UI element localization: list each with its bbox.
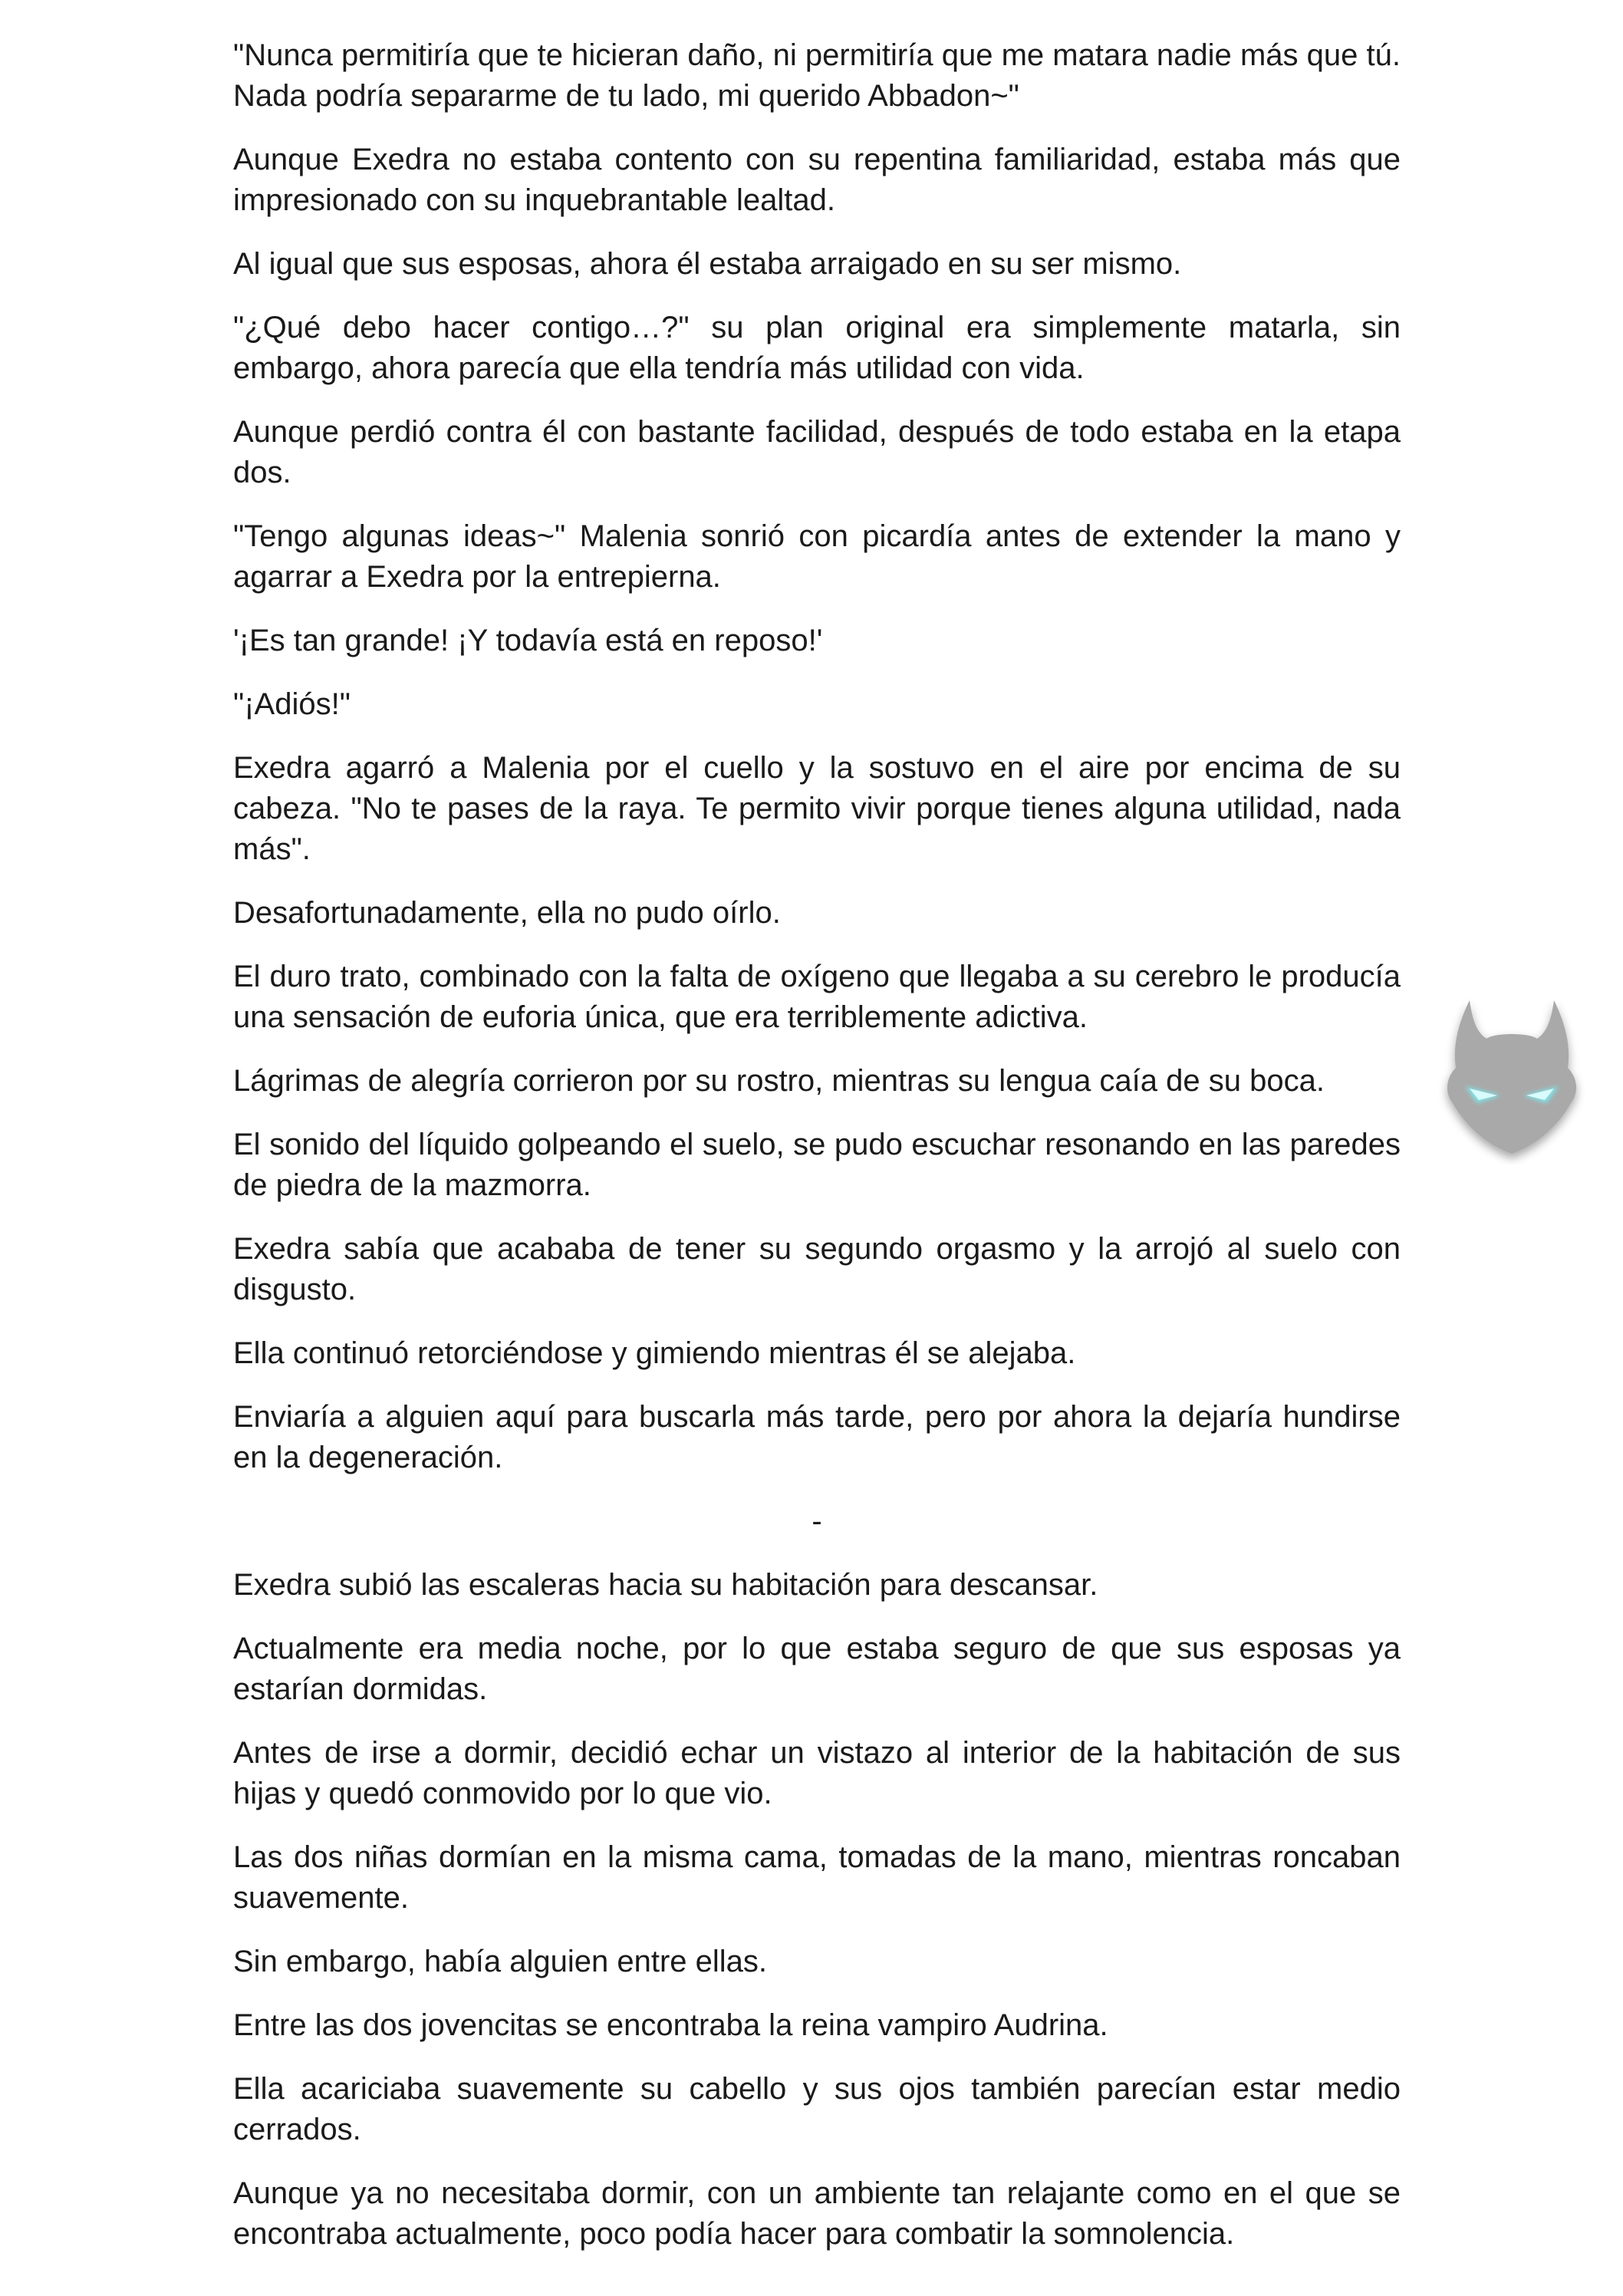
paragraph-15: Ella continuó retorciéndose y gimiendo mientras él se alejaba. bbox=[233, 1336, 1076, 1370]
devil-head-icon bbox=[1439, 988, 1585, 1164]
paragraph-21: Sin embargo, había alguien entre ellas. bbox=[233, 1945, 768, 1978]
paragraph-1: "Nunca permitiría que te hicieran daño, ni permitiría que me matara nadie más que tú. Nada podría separarme de tu lado, mi querido Abbadon~" bbox=[233, 38, 1401, 113]
paragraph-7: '¡Es tan grande! ¡Y todavía está en reposo!' bbox=[233, 624, 823, 657]
paragraph-4: "¿Qué debo hacer contigo…?" su plan original era simplemente matarla, sin embargo, ahora parecía que ella tendría más utilidad con vida. bbox=[233, 311, 1401, 385]
paragraph-16: Enviaría a alguien aquí para buscarla más tarde, pero por ahora la dejaría hundirse en la degeneración. bbox=[233, 1400, 1401, 1474]
paragraph-2: Aunque Exedra no estaba contento con su repentina familiaridad, estaba más que impresionado con su inquebrantable lealtad. bbox=[233, 143, 1401, 217]
section-separator: - bbox=[812, 1504, 822, 1538]
paragraph-10: Desafortunadamente, ella no pudo oírlo. bbox=[233, 896, 781, 930]
paragraph-13: El sonido del líquido golpeando el suelo, se pudo escuchar resonando en las paredes de piedra de la mazmorra. bbox=[233, 1128, 1401, 1202]
paragraph-3: Al igual que sus esposas, ahora él estaba arraigado en su ser mismo. bbox=[233, 247, 1182, 281]
paragraph-17: Exedra subió las escaleras hacia su habitación para descansar. bbox=[233, 1568, 1098, 1602]
paragraph-11: El duro trato, combinado con la falta de oxígeno que llegaba a su cerebro le producía una sensación de euforia única, que era terriblemente adictiva. bbox=[233, 960, 1401, 1034]
paragraph-8: "¡Adiós!" bbox=[233, 687, 351, 721]
paragraph-24: Aunque ya no necesitaba dormir, con un ambiente tan relajante como en el que se encontraba actualmente, poco podía hacer para combatir la somnolencia. bbox=[233, 2176, 1401, 2251]
paragraph-14: Exedra sabía que acababa de tener su segundo orgasmo y la arrojó al suelo con disgusto. bbox=[233, 1232, 1401, 1306]
paragraph-9: Exedra agarró a Malenia por el cuello y la sostuvo en el aire por encima de su cabeza. "No te pases de la raya. Te permito vivir porque tienes alguna utilidad, nada más". bbox=[233, 751, 1401, 866]
paragraph-12: Lágrimas de alegría corrieron por su rostro, mientras su lengua caía de su boca. bbox=[233, 1064, 1325, 1098]
paragraph-20: Las dos niñas dormían en la misma cama, tomadas de la mano, mientras roncaban suavemente. bbox=[233, 1840, 1401, 1915]
paragraph-6: "Tengo algunas ideas~" Malenia sonrió con picardía antes de extender la mano y agarrar a Exedra por la entrepierna. bbox=[233, 519, 1401, 594]
paragraph-23: Ella acariciaba suavemente su cabello y sus ojos también parecían estar medio cerrados. bbox=[233, 2072, 1401, 2146]
paragraph-22: Entre las dos jovencitas se encontraba la reina vampiro Audrina. bbox=[233, 2008, 1108, 2042]
paragraph-5: Aunque perdió contra él con bastante facilidad, después de todo estaba en la etapa dos. bbox=[233, 415, 1401, 489]
paragraph-19: Antes de irse a dormir, decidió echar un vistazo al interior de la habitación de sus hijas y quedó conmovido por lo que vio. bbox=[233, 1736, 1401, 1810]
document-page bbox=[233, 35, 1401, 2278]
paragraph-18: Actualmente era media noche, por lo que estaba seguro de que sus esposas ya estarían dormidas. bbox=[233, 1632, 1401, 1706]
